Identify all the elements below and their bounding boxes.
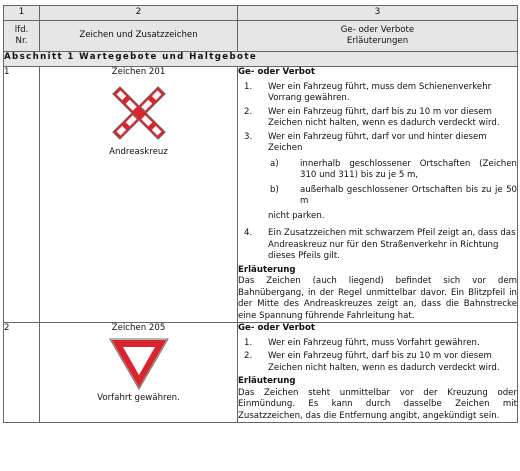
column-number-1: 1 [4,6,40,21]
rule-number: 1. [244,337,253,348]
rules-list [238,82,517,263]
explanation-text: Das Zeichen (auch liegend) befindet sich vor dem Bahnübergang, in der Regel unmittelbar davor. Ein Blitzpfeil in der Mitte des Andreaskreuzes zeigt an, dass die Bahnstrecke eine Spannung führende Fahrleitung hat. [238,276,517,321]
rule-text: Wer ein Fahrzeug führt, darf bis zu 10 m vor diesem Zeichen nicht halten, wenn es dadurch verdeckt wird. [268,106,500,128]
rules-heading: Ge- oder Verbot [238,323,315,333]
rule-text: Wer ein Fahrzeug führt, muss dem Schienenverkehr Vorrang gewähren. [268,81,492,103]
sign-cell [40,67,238,323]
explanation-heading: Erläuterung [238,264,296,275]
sub-list [268,159,517,208]
column-title-gebote-line1: Ge- oder Verbote [340,24,415,35]
section-title: Abschnitt 1 Wartegebote und Haltgebote [4,52,518,67]
rule-text: Wer ein Fahrzeug führt, darf bis zu 10 m vor diesem Zeichen nicht halten, wenn es dadurch verdeckt wird. [268,351,500,373]
sub-item [268,185,517,208]
row-number: 2 [4,323,40,423]
row-number: 1 [4,67,40,323]
rule-number: 2. [244,106,253,117]
column-title-row [4,21,518,52]
rule-cell [238,323,518,423]
explanation-heading: Erläuterung [238,376,296,386]
column-title-zeichen: Zeichen und Zusatzzeichen [40,21,238,52]
column-title-gebote [238,21,518,52]
table-row [4,323,518,423]
column-number-row [4,6,518,21]
rule-number: 4. [244,228,253,238]
rule-item [238,338,517,350]
sign-title: Zeichen 205 [111,323,166,333]
rule-item [238,228,517,263]
column-title-lfd [4,21,40,52]
rule-item [238,351,517,374]
sign-title: Zeichen 201 [111,67,166,77]
sub-item [268,159,517,182]
column-title-gebote-line2: Erläuterungen [346,36,409,46]
rule-number: 3. [244,131,253,142]
vorfahrt-gewaehren-sign-icon [108,337,170,391]
column-number-3: 3 [238,6,518,21]
rules-list [238,338,517,375]
sign-name: Vorfahrt gewähren. [97,392,180,403]
andreaskreuz-sign-icon [107,81,171,145]
rule-number: 2. [244,351,253,361]
sub-text: innerhalb geschlossener Ortschaften (Zeichen 310 und 311) bis zu je 5 m, [300,158,517,180]
rule-item [238,82,517,105]
rule-item [238,107,517,130]
sub-label: b) [270,184,279,195]
rule-number: 1. [244,81,253,92]
rules-heading: Ge- oder Verbot [238,67,315,77]
section-row [4,52,518,67]
table-row [4,67,518,323]
rule-text: Ein Zusatzzeichen mit schwarzem Pfeil zeigt an, dass das Andreaskreuz nur für den Straßenverkehr in Richtung dieses Pfeils gilt. [268,228,516,261]
regulation-table [3,5,518,423]
sign-name: Andreaskreuz [109,146,168,157]
sign-cell [40,323,238,423]
rule-cell [238,67,518,323]
sub-text: außerhalb geschlossener Ortschaften bis zu je 50 m [300,184,517,206]
column-title-lfd-line1: lfd. [14,24,29,35]
column-title-lfd-line2: Nr. [15,36,28,46]
sub-tail: nicht parken. [268,210,325,221]
sub-label: a) [270,158,279,169]
explanation-text: Das Zeichen steht unmittelbar vor der Kreuzung oder Einmündung. Es kann durch dasselbe Zeichen mit Zusatzzeichen, das die Entfernung angibt, angekündigt sein. [238,387,517,421]
rule-item [238,132,517,223]
rule-text: Wer ein Fahrzeug führt, muss Vorfahrt gewähren. [268,337,480,348]
column-number-2: 2 [40,6,238,21]
rule-text: Wer ein Fahrzeug führt, darf vor und hinter diesem Zeichen [268,131,487,153]
